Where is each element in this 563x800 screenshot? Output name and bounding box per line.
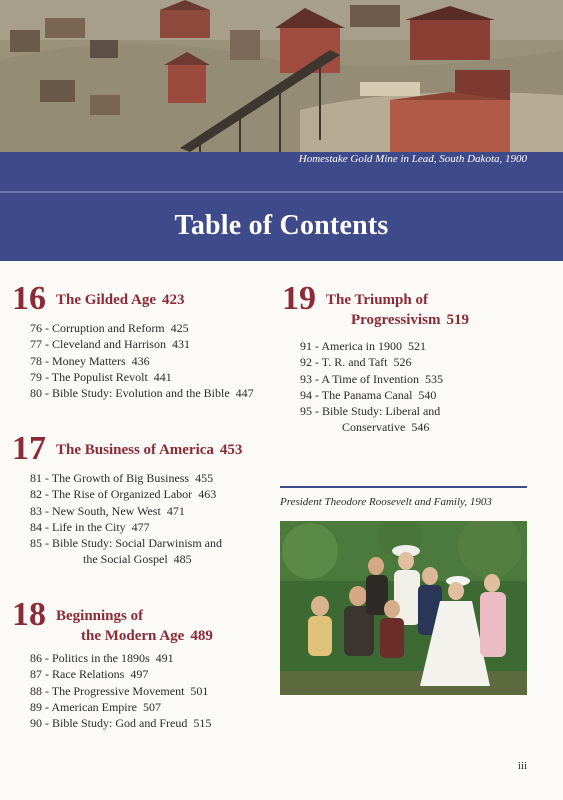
chapter-title[interactable]: The Business of America 453 xyxy=(56,442,243,458)
chapter-number: 17 xyxy=(12,430,46,467)
mine-photo-caption: Homestake Gold Mine in Lead, South Dakota, 1900 xyxy=(298,153,527,165)
lesson-item[interactable]: 82 - The Rise of Organized Labor 463 xyxy=(30,487,217,502)
lesson-item[interactable]: 93 - A Time of Invention 535 xyxy=(300,371,444,386)
lesson-item[interactable]: 84 - Life in the City 477 xyxy=(30,519,150,534)
family-photo xyxy=(280,521,527,695)
chapter-title[interactable]: Beginnings of the Modern Age 489 xyxy=(56,608,213,644)
lesson-item[interactable]: 86 - Politics in the 1890s 491 xyxy=(30,651,174,665)
lesson-item[interactable]: 83 - New South, New West 471 xyxy=(30,503,185,518)
lesson-item[interactable]: 79 - The Populist Revolt 441 xyxy=(30,369,172,384)
lesson-item[interactable]: 77 - Cleveland and Harrison 431 xyxy=(30,337,190,352)
chapter-title[interactable]: The Triumph of Progressivism 519 xyxy=(326,292,469,328)
lesson-item[interactable]: 92 - T. R. and Taft 526 xyxy=(300,355,412,370)
lesson-item[interactable]: 78 - Money Matters 436 xyxy=(30,353,150,368)
lesson-list xyxy=(30,650,211,731)
page-title: Table of Contents xyxy=(174,210,389,241)
header-band xyxy=(0,152,563,261)
lesson-item[interactable]: 95 - Bible Study: Liberal and Conservative 546 xyxy=(300,404,441,435)
chapter-page: 453 xyxy=(219,442,243,458)
chapter-title[interactable]: The Gilded Age 423 xyxy=(56,292,185,308)
lesson-item[interactable]: 94 - The Panama Canal 540 xyxy=(300,387,437,402)
mine-photo-drawing xyxy=(0,0,563,152)
chapter-page: 519 xyxy=(446,312,469,328)
lesson-item[interactable]: 80 - Bible Study: Evolution and the Bible 447 xyxy=(30,386,254,401)
lesson-item[interactable]: 91 - America in 1900 521 xyxy=(300,339,426,353)
page-number: iii xyxy=(517,760,527,772)
lesson-item[interactable]: 81 - The Growth of Big Business 455 xyxy=(30,471,214,485)
chapter-page: 489 xyxy=(190,628,213,644)
family-photo-caption: President Theodore Roosevelt and Family, 1903 xyxy=(280,496,492,508)
lesson-list xyxy=(300,338,443,436)
lesson-item[interactable]: 90 - Bible Study: God and Freud 515 xyxy=(30,716,212,731)
photo-rule xyxy=(280,486,527,488)
chapter-number: 16 xyxy=(12,280,46,317)
lesson-list xyxy=(30,470,222,568)
lesson-list xyxy=(30,320,254,401)
lesson-item[interactable]: 76 - Corruption and Reform 425 xyxy=(30,321,189,335)
lesson-item[interactable]: 88 - The Progressive Movement 501 xyxy=(30,683,209,698)
chapter-number: 18 xyxy=(12,596,46,633)
chapter-page: 423 xyxy=(162,292,185,308)
header-divider xyxy=(0,191,563,193)
family-photo-drawing xyxy=(280,521,527,695)
mine-photo xyxy=(0,0,563,152)
lesson-item[interactable]: 87 - Race Relations 497 xyxy=(30,667,149,682)
lesson-item[interactable]: 85 - Bible Study: Social Darwinism and the Social Gospel 485 xyxy=(30,536,222,567)
chapter-number: 19 xyxy=(282,280,316,317)
lesson-item[interactable]: 89 - American Empire 507 xyxy=(30,699,161,714)
